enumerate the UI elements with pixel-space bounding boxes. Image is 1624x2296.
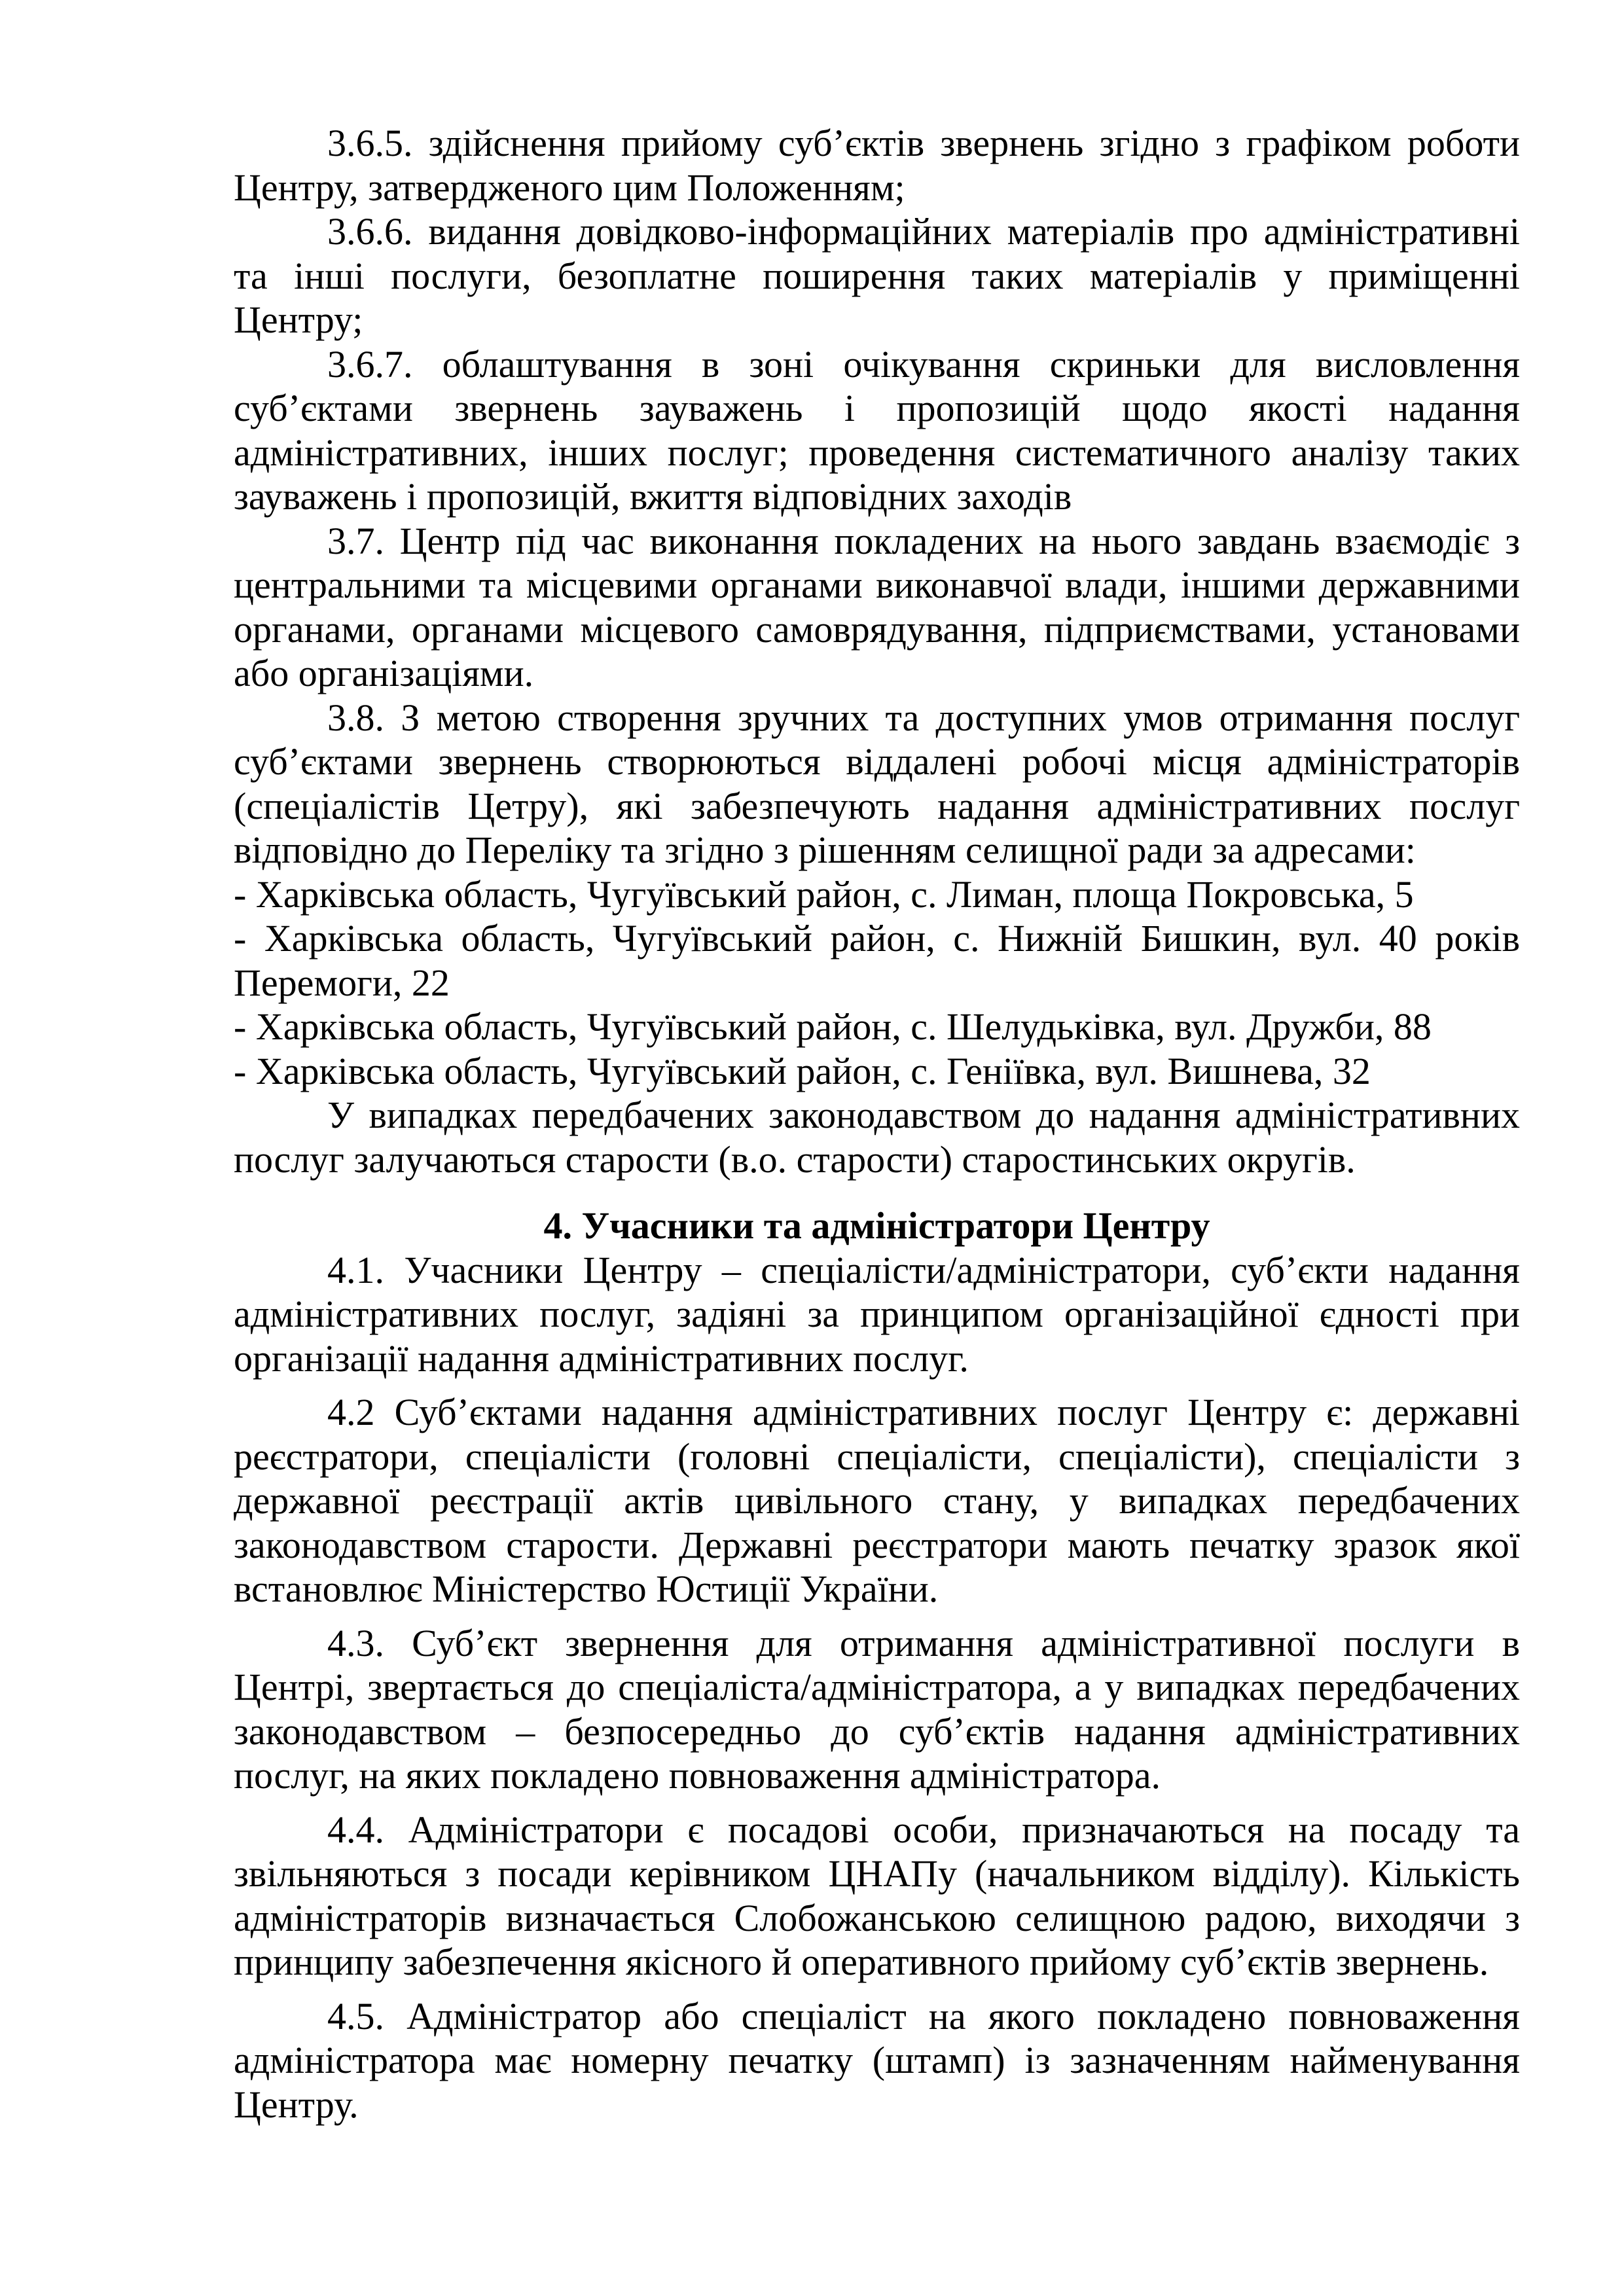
paragraph-starosty: У випадках передбачених законодавством до надання адміністративних послуг залучаються старости (в.о. старости) старостинських округів. bbox=[234, 1094, 1520, 1181]
paragraph-4-3: 4.3. Суб’єкт звернення для отримання адміністративної послуги в Центрі, звертається до спеціаліста/адміністратора, а у випадках передбачених законодавством – безпосередньо до суб’єктів надання адміністративних послуг, на яких покладено повноваження адміністратора. bbox=[234, 1621, 1520, 1797]
paragraph-3-6-7: 3.6.7. облаштування в зоні очікування скриньки для висловлення суб’єктами звернень зауважень і пропозицій щодо якості надання адміністративних, інших послуг; проведення систематичного аналізу таких зауважень і пропозицій, вжиття відповідних заходів bbox=[234, 342, 1520, 518]
section-4-heading: 4. Учасники та адміністратори Центру bbox=[543, 1204, 1210, 1247]
paragraph-4-2: 4.2 Суб’єктами надання адміністративних послуг Центру є: державні реєстратори, спеціалісти (головні спеціалісти, спеціалісти), спеціалісти з державної реєстрації актів цивільного стану, у випадках передбачених законодавством старости. Державні реєстратори мають печатку зразок якої встановлює Міністерство Юстиції України. bbox=[234, 1391, 1520, 1610]
paragraph-3-7: 3.7. Центр під час виконання покладених на нього завдань взаємодіє з центральними та місцевими органами виконавчої влади, іншими державними органами, органами місцевого самоврядування, підприємствами, установами або організаціями. bbox=[234, 519, 1520, 694]
section-4 bbox=[234, 1248, 1520, 2127]
paragraph-4-1: 4.1. Учасники Центру – спеціалісти/адміністратори, суб’єкти надання адміністративних послуг, задіяні за принципом організаційної єдності при організації надання адміністративних послуг. bbox=[234, 1248, 1520, 1380]
paragraph-4-4: 4.4. Адміністратори є посадові особи, призначаються на посаду та звільняються з посади керівником ЦНАПу (начальником відділу). Кількість адміністраторів визначається Слобожанською селищною радою, виходячи з принципу забезпечення якісного й оперативного прийому суб’єктів звернень. bbox=[234, 1808, 1520, 1983]
address-item: - Харківська область, Чугуївський район, с. Нижній Бишкин, вул. 40 років Перемоги, 22 bbox=[234, 917, 1520, 1004]
paragraph-3-8: 3.8. З метою створення зручних та доступних умов отримання послуг суб’єктами звернень створюються віддалені робочі місця адміністраторів (спеціалістів Цетру), які забезпечують надання адміністративних послуг відповідно до Переліку та згідно з рішенням селищної ради за адресами: bbox=[234, 696, 1520, 871]
paragraph-3-6-6: 3.6.6. видання довідково-інформаційних матеріалів про адміністративні та інші послуги, безоплатне поширення таких матеріалів у приміщенні Центру; bbox=[234, 210, 1520, 341]
paragraph-4-5: 4.5. Адміністратор або спеціаліст на якого покладено повноваження адміністратора має номерну печатку (штамп) із зазначенням найменування Центру. bbox=[234, 1994, 1520, 2126]
section-3-continued bbox=[234, 121, 1520, 1181]
paragraph-3-6-5: 3.6.5. здійснення прийому суб’єктів звернень згідно з графіком роботи Центру, затвердженого цим Положенням; bbox=[234, 122, 1520, 209]
document-page bbox=[234, 121, 1520, 2126]
address-item: - Харківська область, Чугуївський район, с. Лиман, площа Покровська, 5 bbox=[234, 872, 1414, 916]
address-item: - Харківська область, Чугуївський район, с. Геніївка, вул. Вишнева, 32 bbox=[234, 1049, 1371, 1092]
address-item: - Харківська область, Чугуївський район, с. Шелудьківка, вул. Дружби, 88 bbox=[234, 1005, 1432, 1048]
